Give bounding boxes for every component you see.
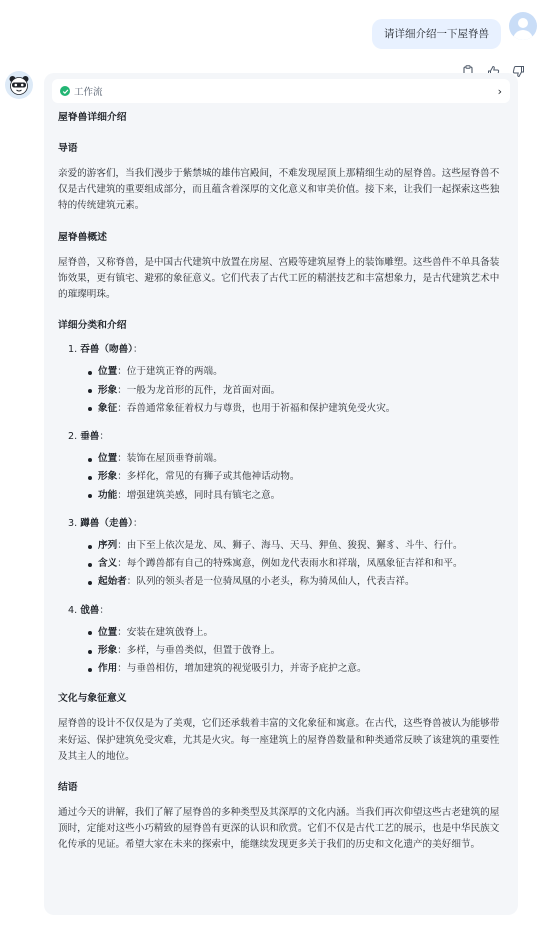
category-title: 2. 垂兽： (68, 431, 109, 443)
check-circle-icon (60, 86, 70, 96)
category-detail-list (68, 625, 504, 678)
list-item: 位置：位于建筑正脊的两端。 (98, 364, 504, 380)
assistant-message-card (44, 73, 518, 915)
section-heading-conclusion: 结语 (58, 782, 78, 794)
category-detail-list (68, 451, 504, 504)
user-avatar (509, 12, 537, 40)
list-item: 作用：与垂兽相仿，增加建筑的视觉吸引力，并寄予庇护之意。 (98, 661, 504, 677)
list-item: 位置：安装在建筑戗脊上。 (98, 625, 504, 641)
category-item (58, 603, 504, 678)
section-heading-intro: 导语 (58, 143, 78, 154)
section-text-culture: 屋脊兽的设计不仅仅是为了美观，它们还承载着丰富的文化象征和寓意。在古代，这些脊兽被认为能够带来好运、保护建筑免受灾难，尤其是火灾。每一座建筑上的屋脊兽数量和种类通常反映了该建筑的重要性及其主人的地位。 (58, 718, 500, 762)
list-item: 形象：多样化，常见的有狮子或其他神话动物。 (98, 469, 504, 485)
list-item: 形象：多样，与垂兽类似，但置于戗脊上。 (98, 643, 504, 659)
workflow-bar[interactable] (52, 79, 510, 103)
list-item: 形象：一般为龙首形的瓦件，龙首面对面。 (98, 383, 504, 399)
category-item (58, 429, 504, 504)
assistant-avatar (5, 71, 33, 99)
list-item: 含义：每个蹲兽都有自己的特殊寓意，例如龙代表雨水和祥瑞，凤凰象征吉祥和和平。 (98, 556, 504, 572)
category-title: 4. 戗兽： (68, 604, 109, 616)
answer-title: 屋脊兽详细介绍 (58, 112, 127, 123)
panda-icon (8, 74, 30, 96)
section-heading-culture: 文化与象征意义 (58, 693, 127, 705)
category-detail-list (68, 538, 504, 591)
section-heading-detail: 详细分类和介绍 (58, 320, 127, 332)
chevron-right-icon[interactable]: › (497, 84, 502, 98)
section-text-overview: 屋脊兽，又称脊兽，是中国古代建筑中放置在房屋、宫殿等建筑屋脊上的装饰雕塑。这些兽件不单具备装饰效果，更有镇宅、避邪的象征意义。它们代表了古代工匠的精湛技艺和丰富想象力，是古代建筑艺术中的璀璨明珠。 (58, 256, 500, 301)
list-item: 位置：装饰在屋顶垂脊前端。 (98, 451, 504, 467)
list-item: 起始者：队列的领头者是一位骑凤凰的小老头，称为骑凤仙人，代表吉祥。 (98, 574, 504, 590)
list-item: 序列：由下至上依次是龙、凤、狮子、海马、天马、狎鱼、狻猊、獬豸、斗牛、行什。 (98, 538, 504, 554)
list-item: 象征：吞兽通常象征着权力与尊贵，也用于祈福和保护建筑免受火灾。 (98, 401, 504, 417)
list-item: 功能：增强建筑美感，同时具有镇宅之意。 (98, 488, 504, 504)
user-message-row (372, 12, 537, 49)
category-item (58, 342, 504, 417)
section-text-intro: 亲爱的游客们，当我们漫步于紫禁城的雄伟宫殿间，不难发现屋顶上那精细生动的屋脊兽。这些屋脊兽不仅是古代建筑的重要组成部分，而且蕴含着深厚的文化意义和审美价值。接下来，让我们一起探索这些独特的传统建筑元素。 (58, 168, 500, 212)
section-heading-overview: 屋脊兽概述 (58, 231, 107, 243)
answer-content (52, 110, 510, 854)
category-title: 1. 吞兽（吻兽）： (68, 344, 143, 356)
user-message-bubble: 请详细介绍一下屋脊兽 (372, 19, 501, 49)
category-title: 3. 蹲兽（走兽）： (68, 517, 143, 529)
category-item (58, 516, 504, 591)
section-text-conclusion: 通过今天的讲解，我们了解了屋脊兽的多种类型及其深厚的文化内涵。当我们再次仰望这些古老建筑的屋顶时，定能对这些小巧精致的屋脊兽有更深的认识和欣赏。它们不仅是古代工艺的展示，也是中华民族文化传承的见证。希望大家在未来的探索中，能继续发现更多关于我们的历史和文化遗产的美好细节。 (58, 807, 500, 851)
category-detail-list (68, 364, 504, 417)
workflow-label: 工作流 (74, 87, 103, 98)
